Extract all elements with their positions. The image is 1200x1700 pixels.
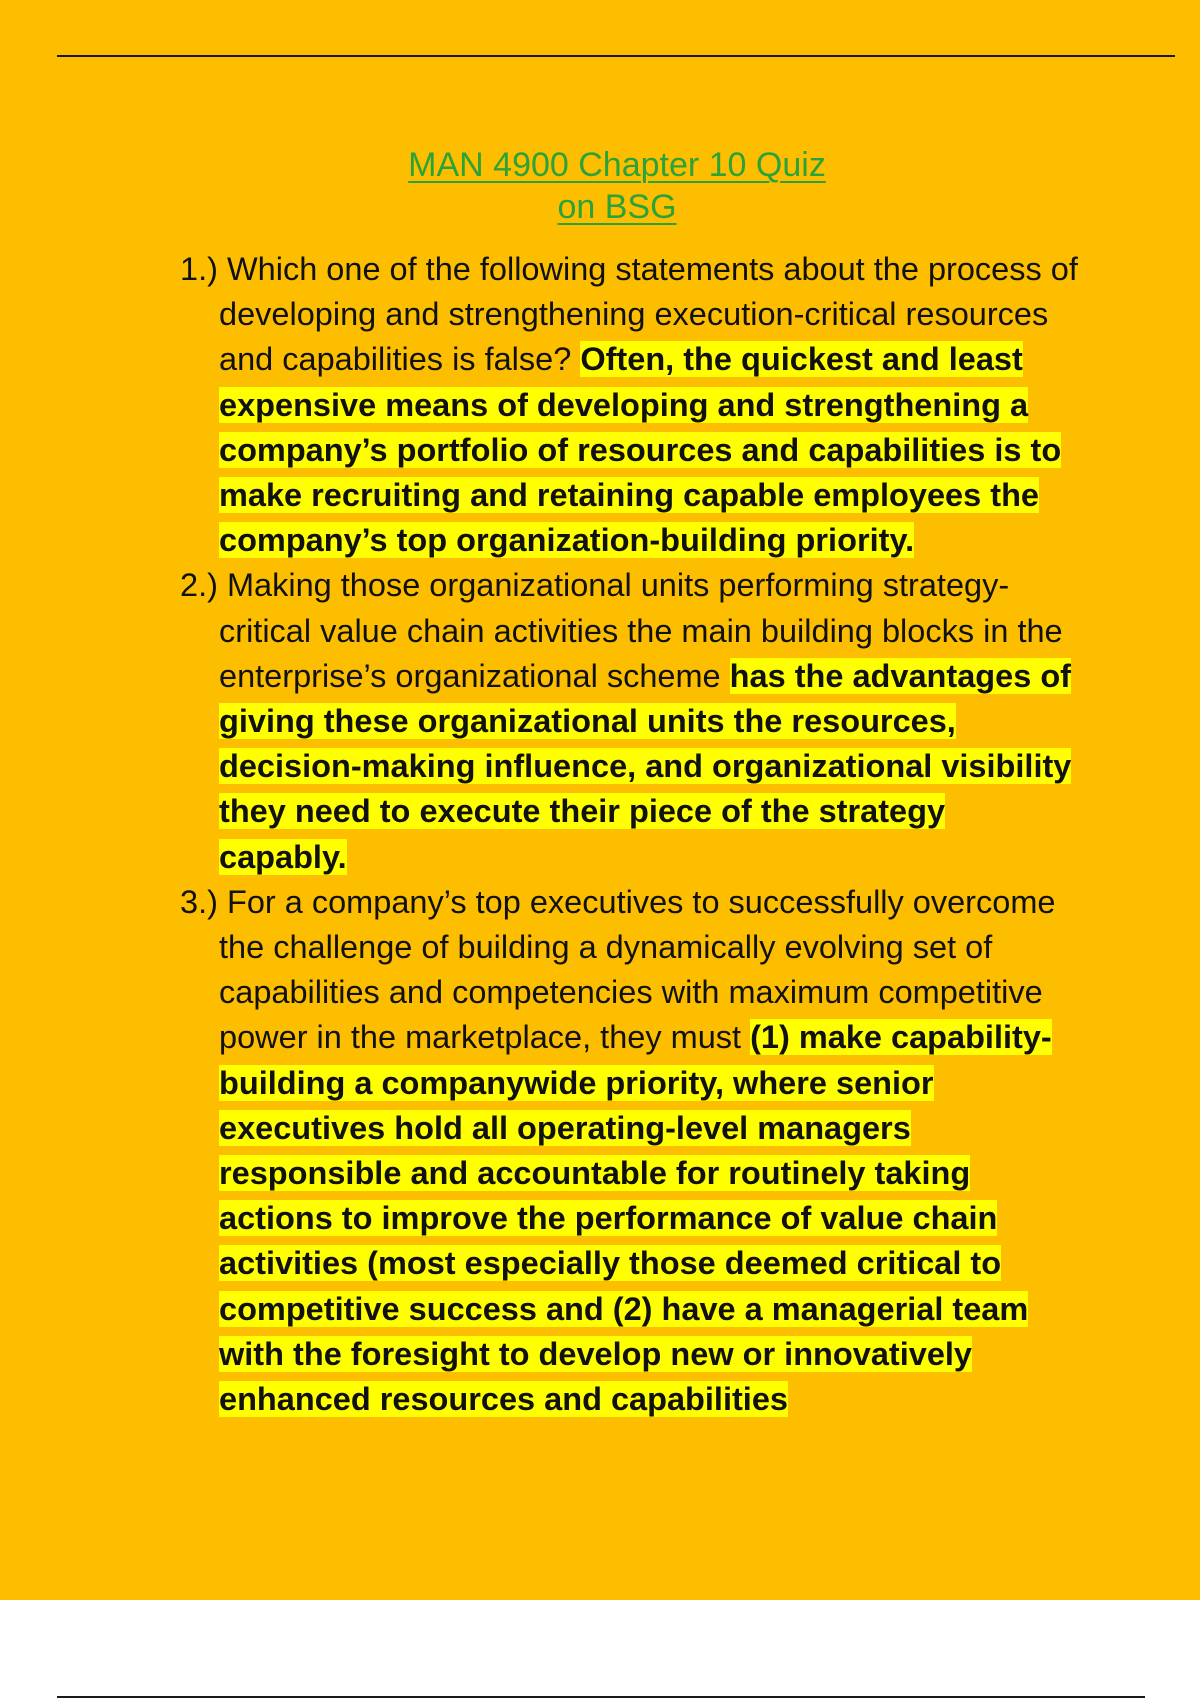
top-rule: [57, 55, 1175, 57]
question-number: 1.): [180, 251, 218, 287]
highlighted-answer: has the advantages of giving these organizational units the resources, decision-making influence, and organizational visibility they need to execute their piece of the strategy capably.: [219, 657, 1072, 875]
question-list: [180, 247, 1080, 1422]
question-number: 3.): [180, 883, 218, 920]
question-text: Which one of the following statements about the process of developing and strengthening execution-critical resources and capabilities is false?: [219, 251, 1078, 378]
question-text: Making those organizational units performing strategy-critical value chain activities the main building blocks in the enterprise’s organizational scheme: [219, 567, 1063, 694]
question-text: For a company’s top executives to successfully overcome the challenge of building a dynamically evolving set of capabilities and competencies with maximum competitive power in the marketplace, they must: [219, 883, 1056, 1056]
title-line-1: MAN 4900 Chapter 10 Quiz: [408, 146, 826, 184]
bottom-rule: [57, 1696, 1145, 1698]
question-1: [180, 247, 1080, 563]
question-2: [180, 563, 1080, 879]
document-title: [0, 144, 1200, 228]
question-number: 2.): [180, 567, 218, 604]
title-line-2: on BSG: [557, 188, 677, 226]
highlighted-answer: Often, the quickest and least expensive means of developing and strengthening a company’s portfolio of resources and capabilities is to make recruiting and retaining capable employees the company’s top organization-building priority.: [219, 341, 1062, 559]
highlighted-answer: (1) make capability-building a companywide priority, where senior executives hold all operating-level managers responsible and accountable for routinely taking actions to improve the performance of value chain activities (most especially those deemed critical to competitive success and (2) have a managerial team with the foresight to develop new or innovatively enhanced resources and capabilities: [219, 1019, 1052, 1418]
question-3: [180, 880, 1080, 1422]
